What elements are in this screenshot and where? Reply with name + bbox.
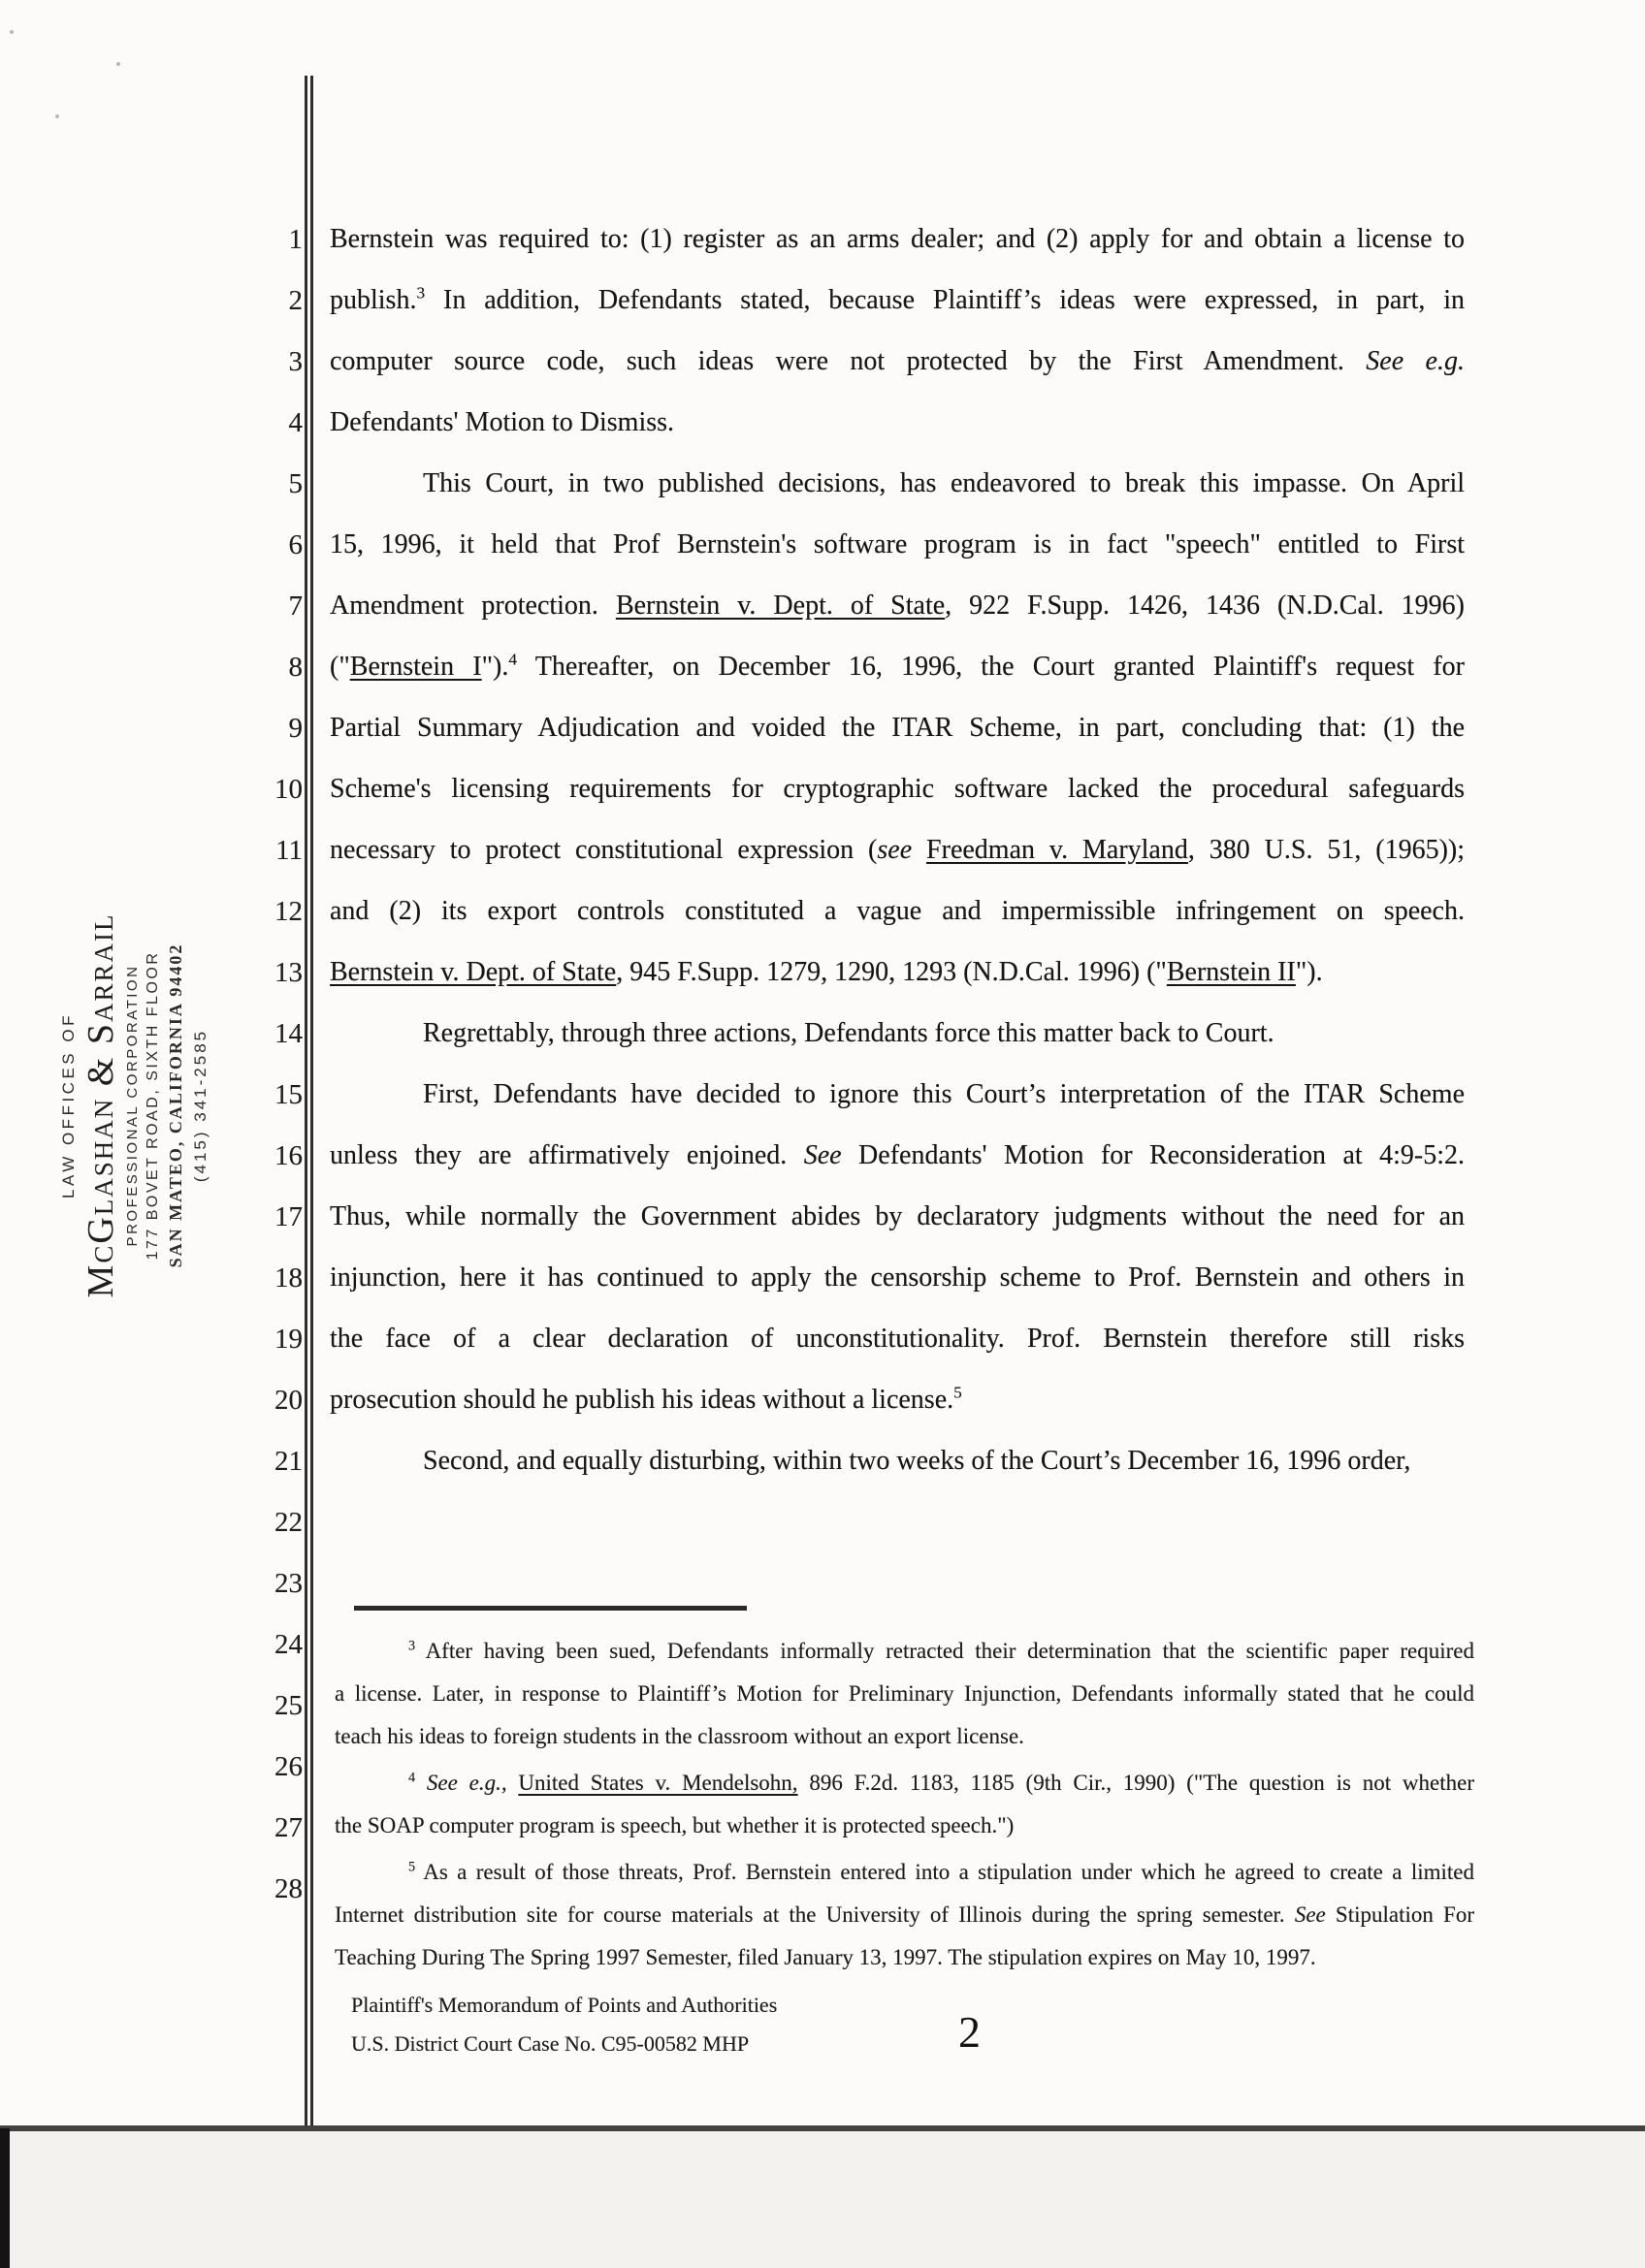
scan-speckle <box>55 114 59 118</box>
body-line: Second, and equally disturbing, within two weeks of the Court’s December 16, 1996 order, <box>423 1446 1411 1476</box>
body-line: Bernstein v. Dept. of State, 945 F.Supp. 1279, 1290, 1293 (N.D.Cal. 1996) ("Bernstein II"). <box>330 957 1323 987</box>
page-number: 2 <box>958 2007 981 2057</box>
footnote-line: a license. Later, in response to Plaintiff’s Motion for Preliminary Injunction, Defendants informally stated that he could <box>335 1681 1474 1706</box>
firm-phone-number: (415) 341-2585 <box>191 1028 210 1183</box>
body-line: unless they are affirmatively enjoined. See Defendants' Motion for Reconsideration at 4:9-5:2. <box>330 1140 1466 1170</box>
line-number: 22 <box>274 1507 303 1538</box>
law-offices-of-label: LAW OFFICES OF <box>59 1012 78 1198</box>
body-line: publish.$^3$ In addition, Defendants stated, because Plaintiff’s ideas were expressed, in part, in <box>330 283 1465 315</box>
line-number: 17 <box>274 1201 303 1232</box>
pleading-vertical-rule <box>305 76 307 2127</box>
pleading-vertical-rule <box>310 76 313 2127</box>
line-number: 8 <box>288 652 303 683</box>
line-number: 4 <box>288 407 303 438</box>
line-number: 12 <box>274 896 303 927</box>
line-number: 11 <box>275 835 303 866</box>
scan-speckle <box>116 62 120 66</box>
line-number: 14 <box>274 1018 303 1049</box>
line-number: 2 <box>288 285 303 316</box>
line-number: 21 <box>274 1446 303 1477</box>
body-line: the face of a clear declaration of unconstitutionality. Prof. Bernstein therefore still risks <box>330 1324 1465 1354</box>
scan-edge-shadow <box>0 2128 10 2268</box>
line-number: 23 <box>274 1568 303 1599</box>
line-number: 13 <box>274 957 303 988</box>
footer-case-number: U.S. District Court Case No. C95-00582 MHP <box>351 2031 750 2056</box>
body-line: ("Bernstein I").$^4$ Thereafter, on December 16, 1996, the Court granted Plaintiff's request for <box>330 650 1466 682</box>
line-number: 20 <box>274 1385 303 1416</box>
law-firm-sidebar <box>58 834 223 1377</box>
footnote-line: $^5$ As a result of those threats, Prof. Bernstein entered into a stipulation under which he agreed to create a limited <box>408 1859 1474 1884</box>
line-number: 26 <box>274 1751 303 1782</box>
line-number: 25 <box>274 1690 303 1721</box>
footnote-line: teach his ideas to foreign students in the classroom without an export license. <box>335 1724 1024 1748</box>
line-number: 19 <box>274 1324 303 1355</box>
body-line: 15, 1996, it held that Prof Bernstein's software program is in fact "speech" entitled to First <box>330 529 1465 559</box>
footer-document-title: Plaintiff's Memorandum of Points and Authorities <box>351 1993 778 2017</box>
scan-speckle <box>965 1222 969 1226</box>
body-line: Amendment protection. Bernstein v. Dept. of State, 922 F.Supp. 1426, 1436 (N.D.Cal. 1996) <box>330 591 1466 621</box>
body-line: First, Defendants have decided to ignore this Court’s interpretation of the ITAR Scheme <box>423 1079 1465 1109</box>
body-line: Partial Summary Adjudication and voided the ITAR Scheme, in part, concluding that: (1) the <box>330 713 1465 743</box>
body-line: computer source code, such ideas were not protected by the First Amendment. See e.g. <box>330 346 1465 376</box>
body-line: Defendants' Motion to Dismiss. <box>330 407 675 437</box>
line-number: 6 <box>288 529 303 560</box>
line-number: 1 <box>288 224 303 255</box>
footnote-separator-rule <box>354 1606 747 1611</box>
line-number: 16 <box>274 1140 303 1171</box>
firm-street-address: 177 BOVET ROAD, SIXTH FLOOR <box>145 950 161 1261</box>
firm-name: McGlashan & Sarrail <box>81 912 121 1298</box>
footnote-line: $^4$ See e.g., United States v. Mendelsohn, 896 F.2d. 1183, 1185 (9th Cir., 1990) ("The question is not whether <box>408 1770 1474 1795</box>
line-number: 27 <box>274 1812 303 1843</box>
line-number: 7 <box>288 591 303 622</box>
body-line: Bernstein was required to: (1) register as an arms dealer; and (2) apply for and obtain a license to <box>330 224 1465 254</box>
line-number: 15 <box>274 1079 303 1110</box>
footnote-line: $^3$ After having been sued, Defendants informally retracted their determination that the scientific paper required <box>408 1638 1474 1663</box>
body-line: Thus, while normally the Government abides by declaratory judgments without the need for an <box>330 1201 1465 1231</box>
line-number: 24 <box>274 1629 303 1660</box>
footnote-line: Teaching During The Spring 1997 Semester, filed January 13, 1997. The stipulation expires on May 10, 1997. <box>335 1945 1316 1969</box>
line-number: 28 <box>274 1873 303 1904</box>
body-line: Regrettably, through three actions, Defendants force this matter back to Court. <box>423 1018 1274 1048</box>
footnote-line: the SOAP computer program is speech, but whether it is protected speech.") <box>335 1813 1015 1837</box>
firm-city-state-zip: SAN MATEO, CALIFORNIA 94402 <box>166 942 185 1268</box>
body-line: Scheme's licensing requirements for cryptographic software lacked the procedural safeguards <box>330 774 1465 804</box>
line-number: 3 <box>288 346 303 377</box>
footnote-line: Internet distribution site for course materials at the University of Illinois during the spring semester. See Stipulation For <box>335 1902 1474 1927</box>
line-number: 5 <box>288 468 303 499</box>
line-number: 18 <box>274 1262 303 1294</box>
line-number: 9 <box>288 713 303 744</box>
body-line: necessary to protect constitutional expression (see Freedman v. Maryland, 380 U.S. 51, (1965)); <box>330 835 1466 865</box>
line-number: 10 <box>274 774 303 805</box>
scan-background <box>0 2131 1645 2268</box>
body-line: injunction, here it has continued to apply the censorship scheme to Prof. Bernstein and others in <box>330 1262 1465 1293</box>
body-line: prosecution should he publish his ideas without a license.$^5$ <box>330 1383 962 1415</box>
body-line: This Court, in two published decisions, has endeavored to break this impasse. On April <box>423 468 1465 498</box>
professional-corporation-label: PROFESSIONAL CORPORATION <box>124 964 141 1247</box>
body-line: and (2) its export controls constituted a vague and impermissible infringement on speech. <box>330 896 1465 926</box>
scan-speckle <box>10 30 14 34</box>
